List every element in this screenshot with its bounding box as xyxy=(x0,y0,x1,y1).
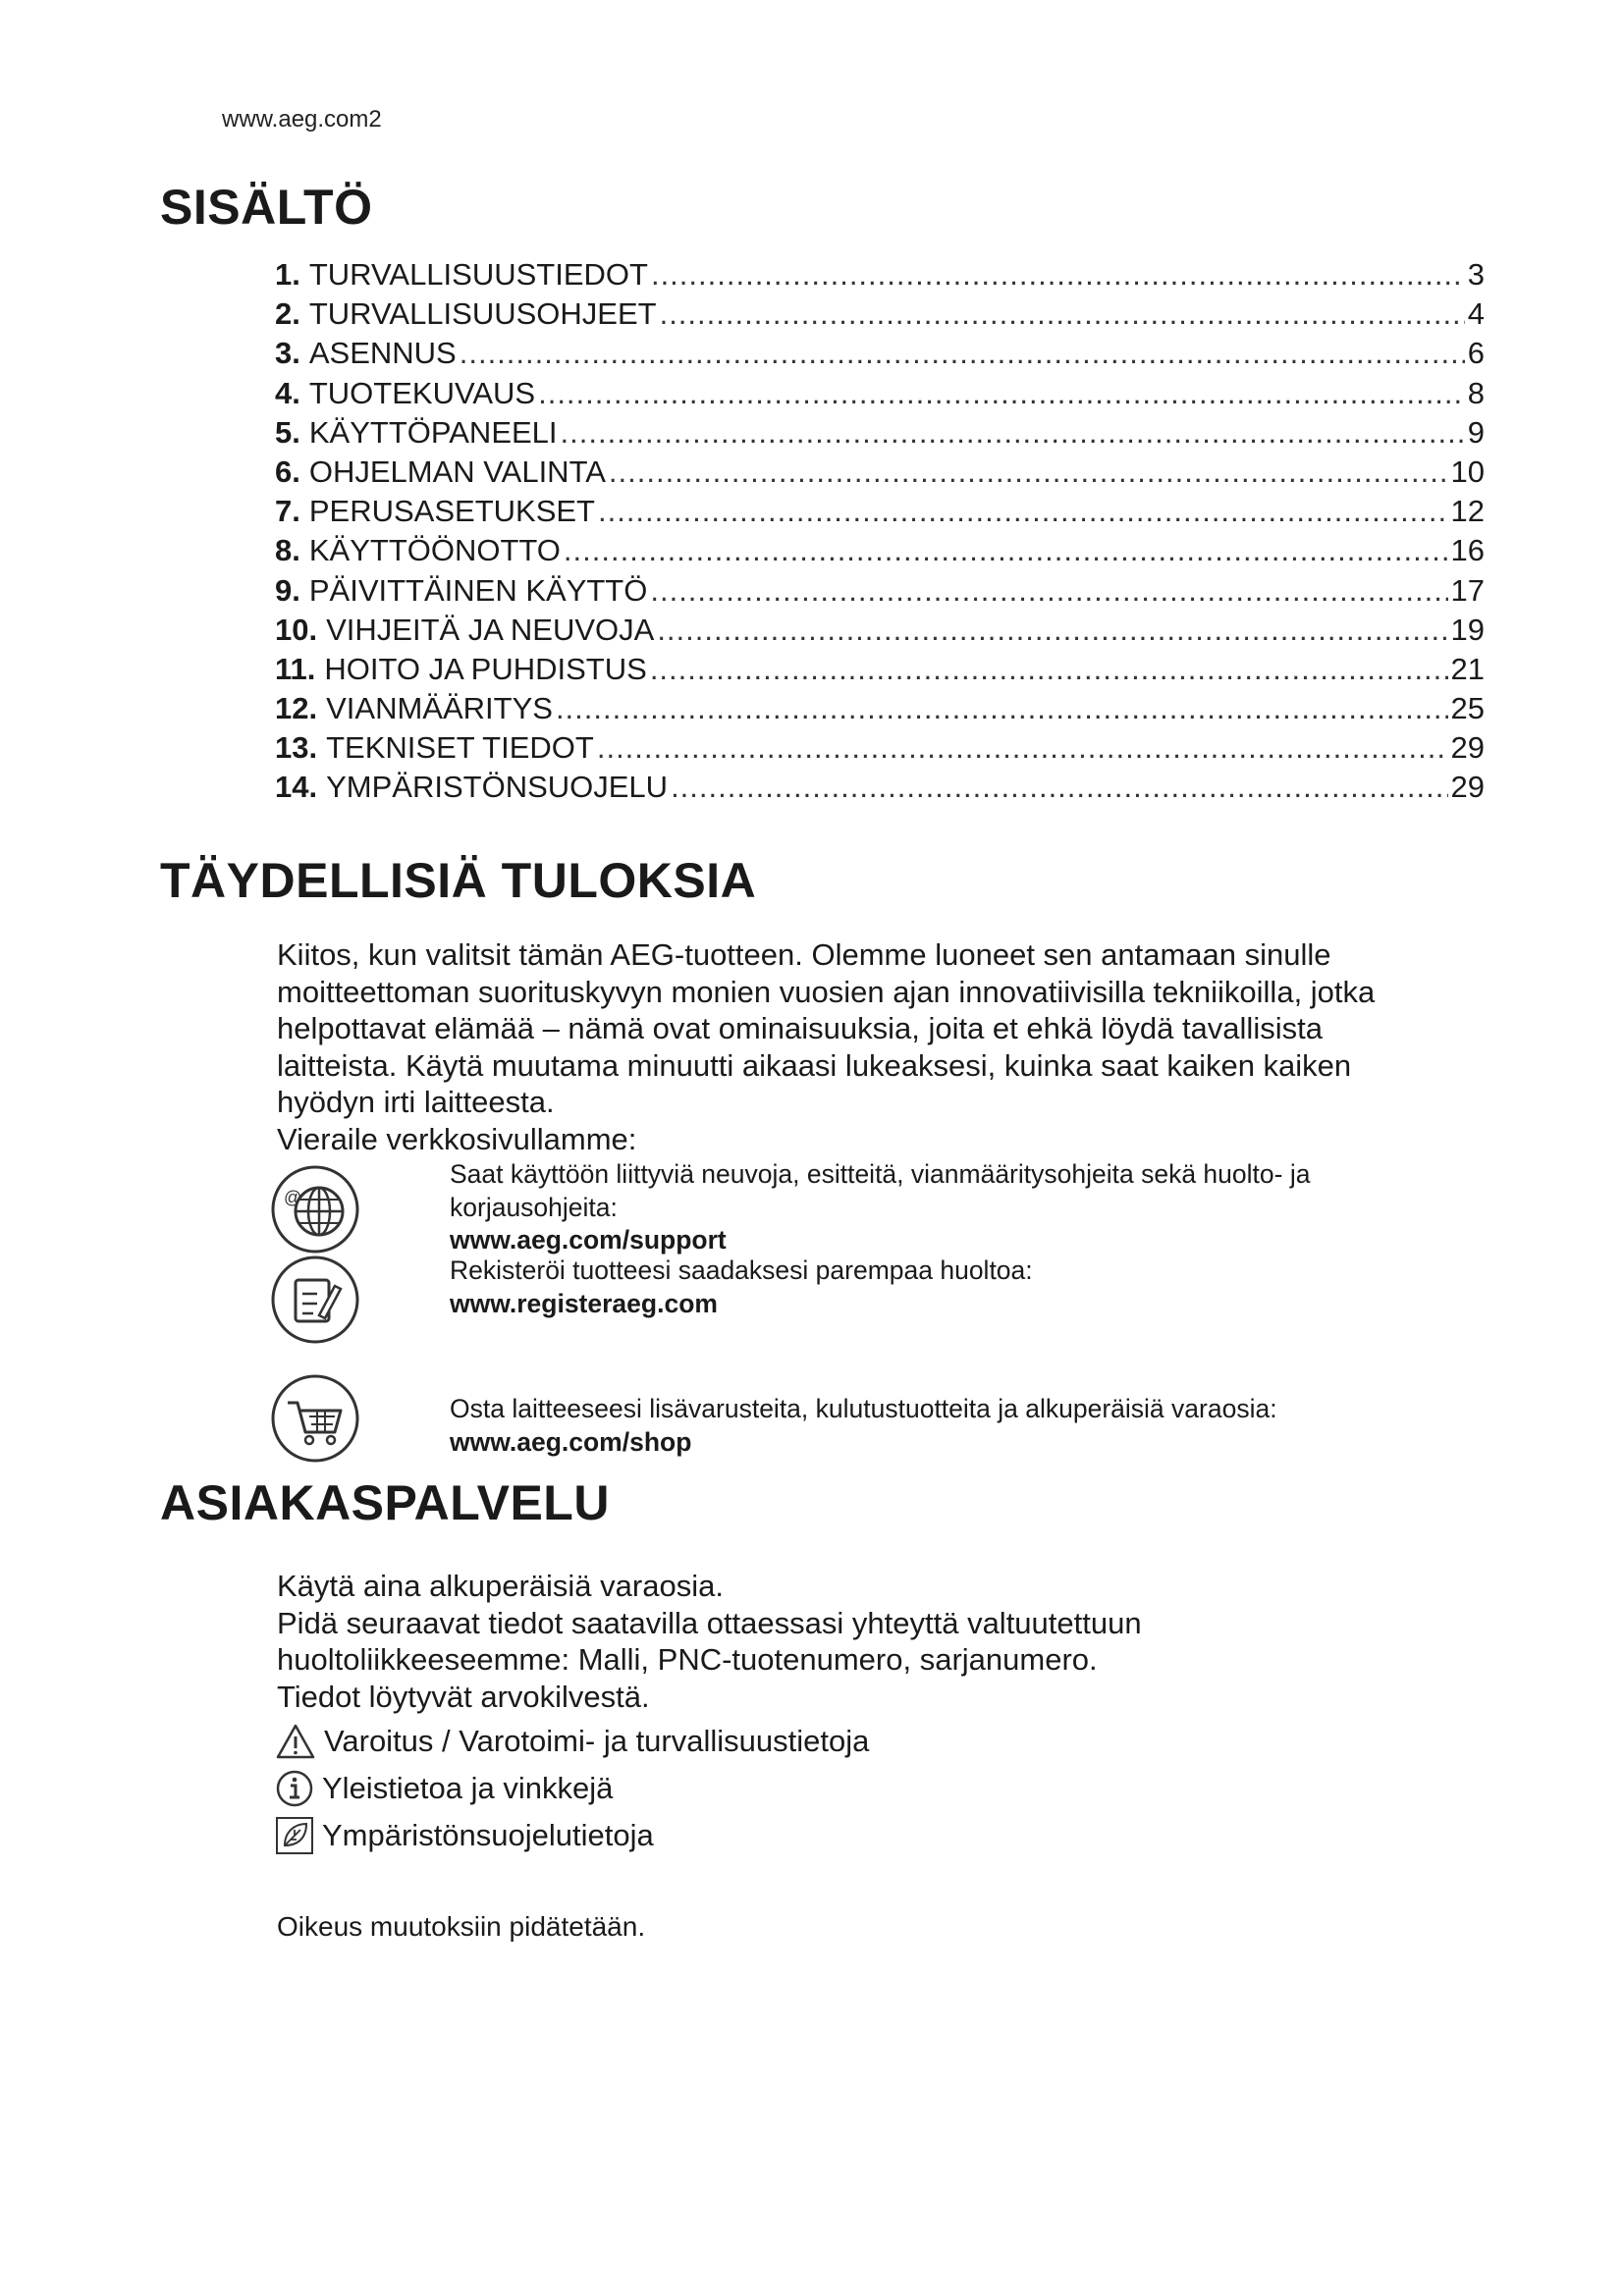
toc-page: 9 xyxy=(1467,414,1485,450)
toc-leader xyxy=(460,336,1465,371)
toc-number: 3. xyxy=(275,336,300,371)
toc-item[interactable] xyxy=(275,257,1485,296)
toc-number: 9. xyxy=(275,572,300,608)
legend-warning-label: Varoitus / Varotoimi- ja turvallisuustietoja xyxy=(324,1724,870,1758)
toc-number: 10. xyxy=(275,612,318,647)
service-line: Tiedot löytyvät arvokilvestä. xyxy=(277,1679,650,1714)
toc-number: 7. xyxy=(275,494,300,529)
toc-page: 12 xyxy=(1450,494,1485,529)
intro-line: laitteista. Käytä muutama minuutti aikaasi lukeaksesi, kuinka saat kaiken kaiken xyxy=(277,1047,1352,1083)
toc-number: 6. xyxy=(275,454,300,489)
toc-item[interactable] xyxy=(275,533,1485,572)
toc-label: PÄIVITTÄINEN KÄYTTÖ xyxy=(308,572,648,608)
toc-number: 12. xyxy=(275,691,318,726)
toc-number: 5. xyxy=(275,414,300,450)
toc-item[interactable] xyxy=(275,573,1485,613)
toc-label: HOITO JA PUHDISTUS xyxy=(324,651,647,686)
service-paragraph xyxy=(277,1568,1494,1715)
toc-page: 16 xyxy=(1450,533,1485,568)
toc-label: PERUSASETUKSET xyxy=(308,494,595,529)
leaf-icon xyxy=(275,1816,314,1855)
toc-leader xyxy=(561,415,1465,451)
toc-item[interactable] xyxy=(275,454,1485,494)
shop-url-link[interactable]: www.aeg.com/shop xyxy=(450,1426,692,1457)
toc-item[interactable] xyxy=(275,730,1485,770)
service-title: ASIAKASPALVELU xyxy=(160,1475,610,1530)
toc-number: 11. xyxy=(275,651,316,686)
toc-leader xyxy=(650,573,1447,609)
info-icon xyxy=(275,1769,314,1808)
toc-item[interactable] xyxy=(275,652,1485,691)
legend-info-label: Yleistietoa ja vinkkejä xyxy=(322,1771,614,1805)
toc-number: 1. xyxy=(275,257,300,292)
toc-label: KÄYTTÖPANEELI xyxy=(308,414,558,450)
toc-page: 29 xyxy=(1450,730,1485,766)
warning-icon xyxy=(275,1723,316,1760)
toc-page: 6 xyxy=(1467,336,1485,371)
toc-label: OHJELMAN VALINTA xyxy=(308,454,606,489)
svg-text:@: @ xyxy=(284,1188,302,1207)
legend-info xyxy=(275,1767,613,1810)
intro-paragraph xyxy=(277,936,1494,1157)
toc-leader xyxy=(598,494,1448,529)
intro-line: helpottavat elämää – nämä ovat ominaisuuksia, joita et ehkä löydä tavallisista xyxy=(277,1011,1323,1045)
toc-number: 13. xyxy=(275,730,318,766)
toc-page: 3 xyxy=(1467,257,1485,292)
toc-number: 4. xyxy=(275,375,300,410)
toc-label: TURVALLISUUSTIEDOT xyxy=(308,257,648,292)
toc-label: TURVALLISUUSOHJEET xyxy=(308,296,657,332)
toc-number: 14. xyxy=(275,770,318,805)
toc-item[interactable] xyxy=(275,494,1485,533)
toc-number: 8. xyxy=(275,533,300,568)
support-url-link[interactable]: www.aeg.com/support xyxy=(450,1225,727,1255)
toc-leader xyxy=(651,257,1465,293)
toc-leader xyxy=(650,652,1448,687)
service-line: Käytä aina alkuperäisiä varaosia. xyxy=(277,1569,724,1603)
toc-page: 17 xyxy=(1450,572,1485,608)
service-line: huoltoliikkeeseemme: Malli, PNC-tuotenumero, sarjanumero. xyxy=(277,1642,1098,1677)
intro-line: Vieraile verkkosivullamme: xyxy=(277,1121,637,1156)
table-of-contents xyxy=(275,257,1485,810)
toc-number: 2. xyxy=(275,296,300,332)
toc-item[interactable] xyxy=(275,691,1485,730)
toc-label: VIHJEITÄ JA NEUVOJA xyxy=(326,612,655,647)
toc-item[interactable] xyxy=(275,376,1485,415)
toc-label: ASENNUS xyxy=(308,336,457,371)
toc-leader xyxy=(657,613,1447,648)
toc-leader xyxy=(671,770,1447,805)
toc-label: TUOTEKUVAUS xyxy=(308,375,536,410)
legend-environment-label: Ympäristönsuojelutietoja xyxy=(322,1818,654,1852)
toc-page: 29 xyxy=(1450,770,1485,805)
intro-line: moitteettoman suorituskyvyn monien vuosien ajan innovatiivisilla tekniikoilla, jotka xyxy=(277,974,1376,1009)
shop-text: Osta laitteeseesi lisävarusteita, kulutustuotteita ja alkuperäisiä varaosia: www.aeg.com/shop xyxy=(450,1393,1530,1459)
globe-icon xyxy=(270,1164,360,1255)
results-title: TÄYDELLISIÄ TULOKSIA xyxy=(160,853,757,908)
toc-label: TEKNISET TIEDOT xyxy=(326,730,594,766)
toc-label: VIANMÄÄRITYS xyxy=(326,691,553,726)
toc-page: 19 xyxy=(1450,612,1485,647)
register-url-link[interactable]: www.registeraeg.com xyxy=(450,1288,718,1318)
toc-leader xyxy=(564,533,1448,568)
shopping-cart-icon xyxy=(270,1373,360,1464)
toc-page: 10 xyxy=(1450,454,1485,489)
toc-leader xyxy=(609,454,1448,490)
toc-item[interactable] xyxy=(275,613,1485,652)
service-line: Pidä seuraavat tiedot saatavilla ottaessasi yhteyttä valtuutettuun xyxy=(277,1605,1142,1640)
register-text: Rekisteröi tuotteesi saadaksesi parempaa huoltoa: www.registeraeg.com xyxy=(450,1255,1530,1320)
contents-title: SISÄLTÖ xyxy=(160,180,373,235)
intro-line: Kiitos, kun valitsit tämän AEG-tuotteen. Olemme luoneet sen antamaan sinulle xyxy=(277,937,1331,972)
toc-page: 8 xyxy=(1467,375,1485,410)
toc-leader xyxy=(597,730,1448,766)
toc-page: 25 xyxy=(1450,691,1485,726)
register-form-icon xyxy=(270,1255,360,1345)
toc-leader xyxy=(556,691,1448,726)
toc-label: YMPÄRISTÖNSUOJELU xyxy=(326,770,669,805)
legend-warning xyxy=(275,1720,869,1763)
toc-item[interactable] xyxy=(275,296,1485,336)
toc-label: KÄYTTÖÖNOTTO xyxy=(308,533,561,568)
support-text: Saat käyttöön liittyviä neuvoja, esitteitä, vianmääritysohjeita sekä huolto- ja korjausohjeita: www.aeg.com/support xyxy=(450,1158,1530,1257)
header-url: www.aeg.com2 xyxy=(222,106,382,133)
toc-item[interactable] xyxy=(275,770,1485,809)
toc-item[interactable] xyxy=(275,415,1485,454)
toc-page: 4 xyxy=(1467,296,1485,332)
intro-line: hyödyn irti laitteesta. xyxy=(277,1085,555,1119)
toc-item[interactable] xyxy=(275,336,1485,375)
legend-environment xyxy=(275,1814,654,1857)
disclaimer: Oikeus muutoksiin pidätetään. xyxy=(277,1911,646,1942)
toc-leader xyxy=(538,376,1465,411)
toc-page: 21 xyxy=(1450,651,1485,686)
toc-leader xyxy=(660,296,1465,332)
